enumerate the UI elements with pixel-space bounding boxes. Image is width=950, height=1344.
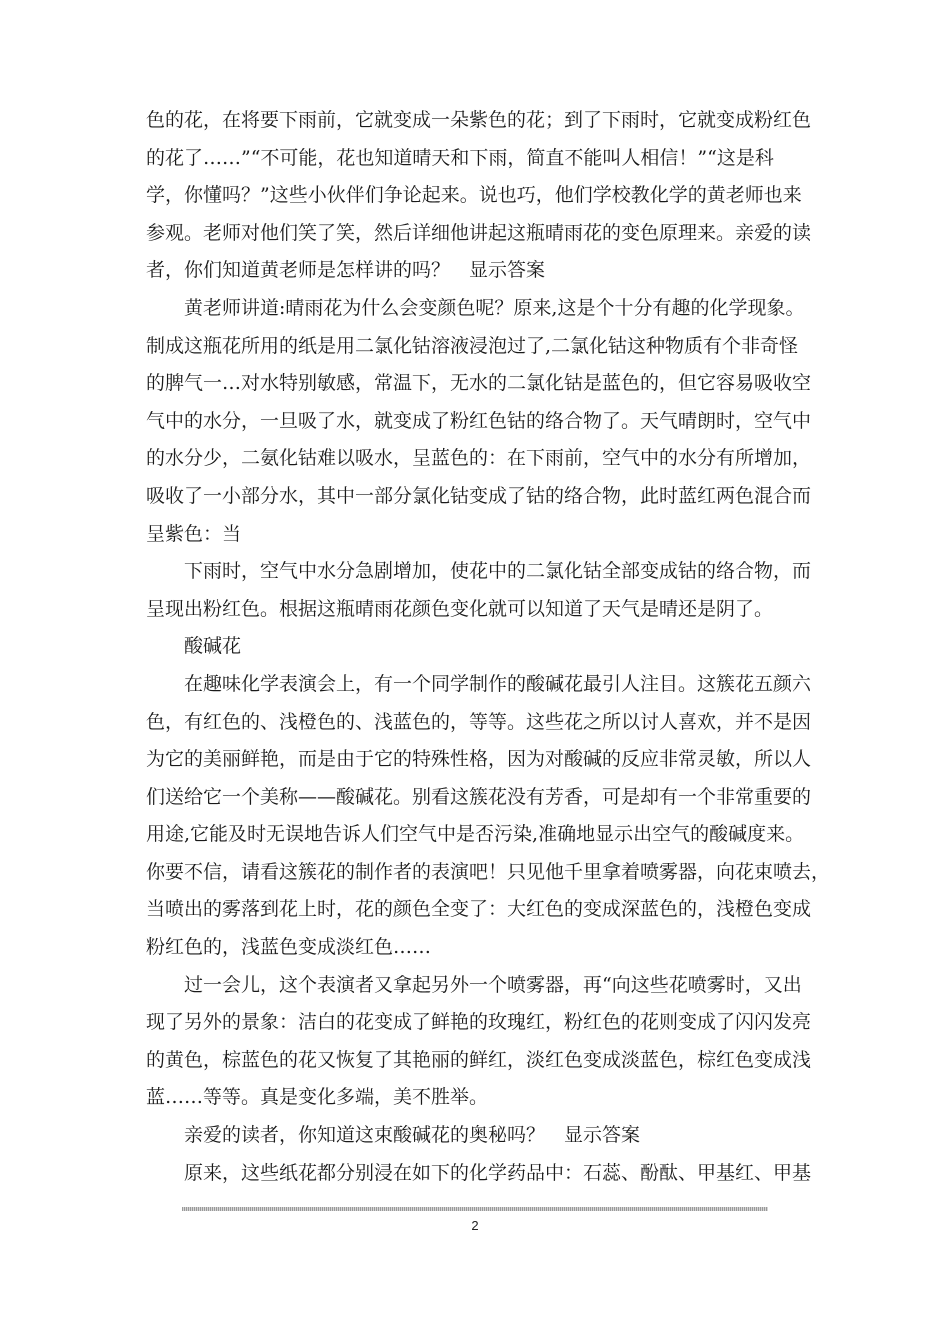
text-line: 蓝……等等。真是变化多端，美不胜举。 (146, 1086, 489, 1109)
text-line: 制成这瓶花所用的纸是用二氯化钴溶液浸泡过了,二氯化钴这种物质有个非奇怪 (146, 334, 799, 357)
paragraph (146, 1117, 826, 1155)
text-line: 们送给它一个美称——酸碱花。别看这簇花没有芳香，可是却有一个非常重要的 (146, 785, 812, 808)
paragraph (146, 628, 826, 666)
text-line: 的黄色，棕蓝色的花又恢复了其艳丽的鲜红，淡红色变成淡蓝色，棕红色变成浅 (146, 1048, 812, 1071)
text-line: 为它的美丽鲜艳，而是由于它的特殊性格，因为对酸碱的反应非常灵敏，所以人 (146, 748, 812, 771)
text-line: 的花了……”“不可能，花也知道晴天和下雨，简直不能叫人相信！”“这是科 (146, 146, 774, 169)
text-line: 用途,它能及时无误地告诉人们空气中是否污染,准确地显示出空气的酸碱度来。 (146, 823, 805, 846)
text-line: 过一会儿，这个表演者又拿起另外一个喷雾器，再“向这些花喷雾时，又出 (184, 973, 802, 996)
text-line: 吸收了一小部分水，其中一部分氯化钴变成了钴的络合物，此时蓝红两色混合而 (146, 484, 812, 507)
text-line: 的脾气一…对水特别敏感，常温下，无水的二氯化钴是蓝色的，但它容易吸收空 (146, 372, 812, 395)
text-line: 现了另外的景象：洁白的花变成了鲜艳的玫瑰红，粉红色的花则变成了闪闪发亮 (146, 1011, 812, 1034)
text-line: 参观。老师对他们笑了笑，然后详细他讲起这瓶晴雨花的变色原理来。亲爱的读 (146, 221, 812, 244)
text-line: 在趣味化学表演会上，有一个同学制作的酸碱花最引人注目。这簇花五颜六 (184, 672, 812, 695)
text-line: 的水分少，二氨化钴难以吸水，呈蓝色的：在下雨前，空气中的水分有所增加， (146, 447, 812, 470)
text-line: 学，你懂吗？”这些小伙伴们争论起来。说也巧，他们学校教化学的黄老师也来 (146, 184, 802, 207)
text-line: 气中的水分，一旦吸了水，就变成了粉红色钴的络合物了。天气晴朗时，空气中 (146, 409, 812, 432)
text-line: 下雨时，空气中水分急剧增加，使花中的二氯化钴全部变成钴的络合物，而 (184, 560, 812, 583)
footer-divider (182, 1207, 768, 1211)
text-line: 亲爱的读者，你知道这束酸碱花的奥秘吗？ 显示答案 (184, 1124, 641, 1147)
paragraph (146, 666, 831, 967)
text-line: 酸碱花 (184, 635, 242, 658)
text-line: 你要不信，请看这簇花的制作者的表演吧！只见他千里拿着喷雾器，向花束喷去， (146, 860, 831, 883)
paragraph (146, 553, 826, 628)
text-line: 呈紫色：当 (146, 522, 242, 545)
text-line: 色，有红色的、浅橙色的、浅蓝色的，等等。这些花之所以讨人喜欢，并不是因 (146, 710, 812, 733)
text-line: 色的花，在将要下雨前，它就变成一朵紫色的花；到了下雨时，它就变成粉红色 (146, 109, 812, 131)
page-number: 2 (471, 1218, 479, 1233)
text-line: 当喷出的雾落到花上时，花的颜色全变了：大红色的变成深蓝色的，浅橙色变成 (146, 898, 812, 921)
paragraph (146, 102, 826, 290)
paragraph (146, 1155, 826, 1193)
text-line: 呈现出粉红色。根据这瓶晴雨花颜色变化就可以知道了天气是晴还是阴了。 (146, 597, 774, 620)
text-line: 黄老师讲道:晴雨花为什么会变颜色呢？原来,这是个十分有趣的化学现象。 (184, 296, 805, 319)
text-line: 粉红色的，浅蓝色变成淡红色…… (146, 936, 432, 959)
paragraph (146, 967, 826, 1117)
body-text (146, 102, 831, 1192)
text-line: 者，你们知道黄老师是怎样讲的吗？ 显示答案 (146, 259, 546, 282)
text-line: 原来，这些纸花都分别浸在如下的化学药品中：石蕊、酚酞、甲基红、甲基 (184, 1161, 812, 1184)
paragraph (146, 290, 826, 553)
